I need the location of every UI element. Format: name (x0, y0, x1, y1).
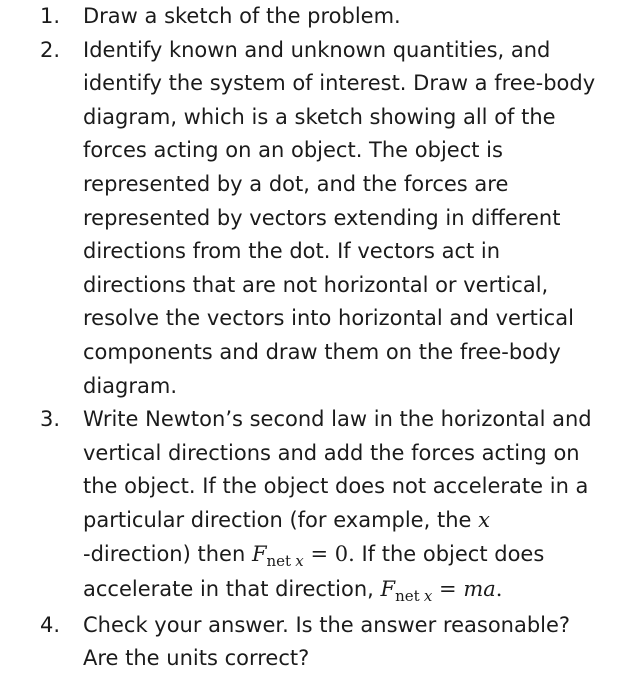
step-text: Write Newton’s second law in the horizontal and vertical directions and add the forces acting on the object. If the object does not accelerate in a particular direction (for example, the (83, 407, 592, 532)
list-item-step-3 (0, 403, 603, 609)
step-text: If the object does accelerate in that direction, (83, 541, 545, 602)
list-item-step-2 (0, 34, 603, 404)
step-number: 4. (40, 612, 61, 637)
step-text: -direction) then (83, 541, 246, 566)
step-text: Draw a sketch of the problem. (83, 4, 401, 28)
step-text: Identify known and unknown quantities, and identify the system of interest. Draw a free-body diagram, which is a sketch showing all of the forces acting on an object. The object is represented by a dot, and the forces are represented by vectors extending in different directions from the dot. If vectors act in directions that are not horizontal or vertical, resolve the vectors into horizontal and vertical components and draw them on the free-body diagram. (83, 37, 596, 398)
equation-net-force-zero: $F_{net}$ $_x$ = 0. (251, 541, 355, 570)
step-text: Check your answer. Is the answer reasonable? Are the units correct? (83, 612, 571, 671)
step-number: 2. (40, 37, 61, 62)
equation-net-force-ma: $F_{net}$ $_x$ = ma. (380, 577, 503, 606)
step-number: 3. (40, 407, 61, 432)
list-item-step-4 (0, 609, 603, 676)
list-item-step-1 (0, 0, 603, 34)
math-variable-x: x (478, 507, 490, 532)
step-number: 1. (40, 4, 61, 28)
